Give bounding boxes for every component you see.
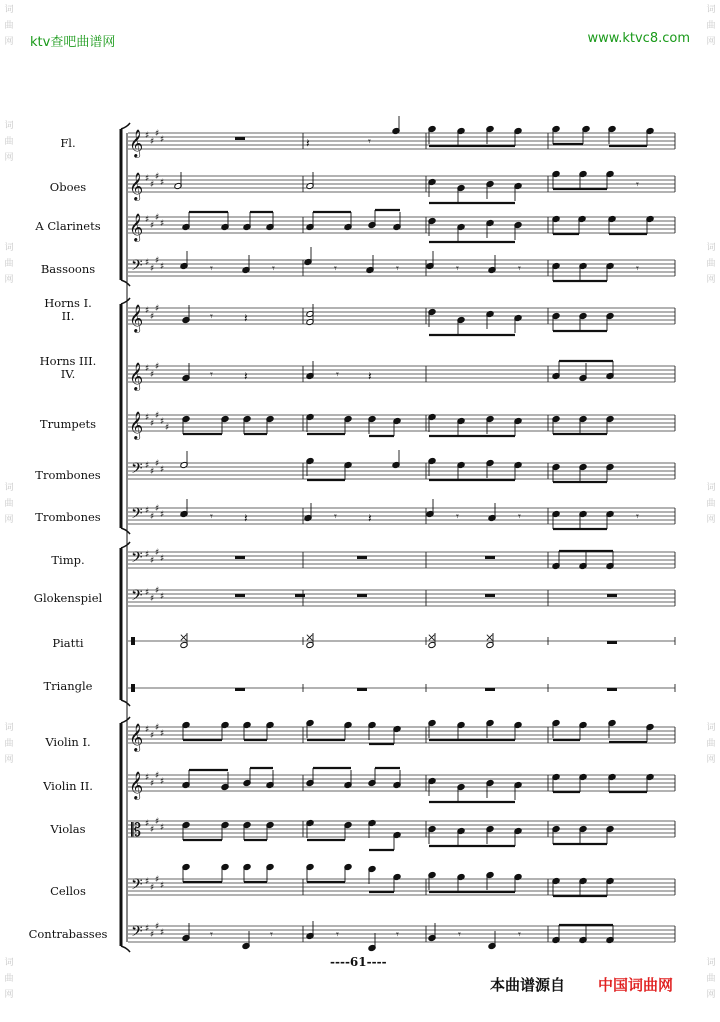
instrument-name-line: Trumpets bbox=[39, 416, 97, 431]
sharp-sign: ♯ bbox=[160, 592, 165, 602]
eighth-rest: 𝄾 bbox=[210, 262, 213, 275]
instrument-name-line: IV. bbox=[60, 367, 76, 381]
treble-clef: 𝄞 bbox=[129, 723, 144, 751]
sharp-sign: ♯ bbox=[165, 423, 170, 433]
watermark-left: 词 曲 网 bbox=[4, 243, 14, 285]
watermark-left: 词 曲 网 bbox=[4, 723, 14, 765]
sharp-sign: ♯ bbox=[145, 725, 150, 735]
whole-rest bbox=[235, 556, 245, 559]
sharp-sign: ♯ bbox=[160, 178, 165, 188]
eighth-rest: 𝄾 bbox=[636, 262, 639, 275]
sharp-sign: ♯ bbox=[160, 554, 165, 564]
instrument-name-line: A Clarinets bbox=[35, 218, 101, 233]
whole-rest bbox=[235, 594, 245, 597]
watermark-left: 词 曲 网 bbox=[4, 5, 14, 47]
sharp-sign: ♯ bbox=[155, 922, 160, 932]
quarter-rest: 𝄽 bbox=[244, 311, 248, 325]
sharp-sign: ♯ bbox=[145, 819, 150, 829]
watermark-right: 词 曲 网 bbox=[706, 483, 716, 525]
treble-clef: 𝄞 bbox=[129, 172, 144, 200]
whole-rest bbox=[607, 594, 617, 597]
sharp-sign: ♯ bbox=[160, 135, 165, 145]
watermark-right: 词 曲 网 bbox=[706, 5, 716, 47]
site-header-right: www.ktvc8.com bbox=[587, 31, 690, 46]
sharp-sign: ♯ bbox=[160, 510, 165, 520]
sharp-sign: ♯ bbox=[150, 825, 155, 835]
instrument-name-line: Violin I. bbox=[45, 734, 91, 749]
whole-rest bbox=[485, 688, 495, 691]
instrument-name-line: Contrabasses bbox=[28, 926, 108, 941]
bracket-hook bbox=[121, 946, 130, 952]
sharp-sign: ♯ bbox=[160, 262, 165, 272]
instrument-name-line: Horns III. bbox=[39, 354, 97, 368]
instrument-name-line: Violas bbox=[50, 821, 86, 836]
sharp-sign: ♯ bbox=[155, 304, 160, 314]
quarter-rest: 𝄽 bbox=[368, 369, 372, 383]
sharp-sign: ♯ bbox=[155, 723, 160, 733]
sharp-sign: ♯ bbox=[150, 264, 155, 274]
eighth-rest: 𝄾 bbox=[210, 368, 213, 381]
sharp-sign: ♯ bbox=[145, 131, 150, 141]
watermark-left: 词 曲 网 bbox=[4, 483, 14, 525]
sharp-sign: ♯ bbox=[160, 881, 165, 891]
bass-clef: 𝄢 bbox=[131, 923, 143, 944]
watermark-left: 词 曲 网 bbox=[4, 121, 14, 163]
sharp-sign: ♯ bbox=[155, 213, 160, 223]
sharp-sign: ♯ bbox=[150, 512, 155, 522]
sharp-sign: ♯ bbox=[155, 129, 160, 139]
whole-rest bbox=[357, 556, 367, 559]
instrument-name-line: Piatti bbox=[52, 635, 84, 650]
bracket-hook bbox=[121, 528, 130, 534]
sharp-sign: ♯ bbox=[160, 219, 165, 229]
eighth-rest: 𝄾 bbox=[334, 510, 337, 523]
sharp-sign: ♯ bbox=[160, 465, 165, 475]
sharp-sign: ♯ bbox=[160, 928, 165, 938]
site-header-left: ktv查吧曲谱网 bbox=[30, 35, 116, 50]
instrument-name-line: II. bbox=[61, 309, 75, 323]
sharp-sign: ♯ bbox=[155, 875, 160, 885]
sharp-sign: ♯ bbox=[150, 137, 155, 147]
sharp-sign: ♯ bbox=[145, 924, 150, 934]
eighth-rest: 𝄾 bbox=[270, 928, 273, 941]
footer-source-label: 本曲谱源自 bbox=[490, 976, 566, 994]
eighth-rest: 𝄾 bbox=[272, 262, 275, 275]
sharp-sign: ♯ bbox=[155, 771, 160, 781]
whole-rest bbox=[485, 594, 495, 597]
sharp-sign: ♯ bbox=[145, 306, 150, 316]
eighth-rest: 𝄾 bbox=[636, 510, 639, 523]
sharp-sign: ♯ bbox=[155, 504, 160, 514]
page-number: ----61---- bbox=[330, 955, 387, 969]
cymbal-mark: × bbox=[427, 631, 437, 644]
sharp-sign: ♯ bbox=[155, 459, 160, 469]
sharp-sign: ♯ bbox=[150, 594, 155, 604]
instrument-name-line: Timp. bbox=[51, 552, 85, 567]
sharp-sign: ♯ bbox=[145, 588, 150, 598]
eighth-rest: 𝄾 bbox=[396, 262, 399, 275]
eighth-rest: 𝄾 bbox=[336, 368, 339, 381]
sharp-sign: ♯ bbox=[155, 817, 160, 827]
sharp-sign: ♯ bbox=[160, 777, 165, 787]
quarter-rest: 𝄽 bbox=[368, 511, 372, 525]
eighth-rest: 𝄾 bbox=[368, 135, 371, 148]
treble-clef: 𝄞 bbox=[129, 411, 144, 439]
instrument-name-line: Horns I. bbox=[44, 296, 92, 310]
sharp-sign: ♯ bbox=[145, 877, 150, 887]
sharp-sign: ♯ bbox=[150, 312, 155, 322]
sharp-sign: ♯ bbox=[145, 364, 150, 374]
cymbal-mark: × bbox=[179, 631, 189, 644]
treble-clef: 𝄞 bbox=[129, 129, 144, 157]
instrument-name-line: Triangle bbox=[43, 678, 93, 693]
eighth-rest: 𝄾 bbox=[456, 510, 459, 523]
eighth-rest: 𝄾 bbox=[210, 510, 213, 523]
treble-clef: 𝄞 bbox=[129, 304, 144, 332]
sharp-sign: ♯ bbox=[145, 461, 150, 471]
sharp-sign: ♯ bbox=[150, 779, 155, 789]
sharp-sign: ♯ bbox=[155, 548, 160, 558]
percussion-clef bbox=[131, 637, 135, 645]
eighth-rest: 𝄾 bbox=[458, 928, 461, 941]
sharp-sign: ♯ bbox=[155, 411, 160, 421]
eighth-rest: 𝄾 bbox=[518, 510, 521, 523]
sharp-sign: ♯ bbox=[160, 417, 165, 427]
sharp-sign: ♯ bbox=[160, 823, 165, 833]
sharp-sign: ♯ bbox=[150, 370, 155, 380]
eighth-rest: 𝄾 bbox=[636, 178, 639, 191]
cymbal-mark: × bbox=[305, 631, 315, 644]
eighth-rest: 𝄾 bbox=[334, 262, 337, 275]
bass-clef: 𝄢 bbox=[131, 460, 143, 481]
sharp-sign: ♯ bbox=[150, 419, 155, 429]
sharp-sign: ♯ bbox=[155, 586, 160, 596]
sharp-sign: ♯ bbox=[150, 467, 155, 477]
sharp-sign: ♯ bbox=[145, 215, 150, 225]
percussion-clef bbox=[131, 684, 135, 692]
sharp-sign: ♯ bbox=[150, 180, 155, 190]
watermark-left: 词 曲 网 bbox=[4, 958, 14, 1000]
instrument-name-line: Oboes bbox=[49, 179, 87, 194]
whole-rest bbox=[607, 641, 617, 644]
bass-clef: 𝄢 bbox=[131, 549, 143, 570]
instrument-name-line: Trombones bbox=[35, 509, 101, 524]
instrument-name-line: Bassoons bbox=[40, 261, 96, 276]
whole-rest bbox=[295, 594, 305, 597]
bass-clef: 𝄢 bbox=[131, 876, 143, 897]
watermark-right: 词 曲 网 bbox=[706, 243, 716, 285]
treble-clef: 𝄞 bbox=[129, 362, 144, 390]
instrument-name-line: Glokenspiel bbox=[33, 590, 103, 605]
watermark-right: 词 曲 网 bbox=[706, 958, 716, 1000]
sharp-sign: ♯ bbox=[145, 174, 150, 184]
eighth-rest: 𝄾 bbox=[518, 262, 521, 275]
bass-clef: 𝄢 bbox=[131, 505, 143, 526]
alto-clef: 𝄡 bbox=[131, 820, 142, 841]
watermark-right: 词 曲 网 bbox=[706, 723, 716, 765]
eighth-rest: 𝄾 bbox=[336, 928, 339, 941]
eighth-rest: 𝄾 bbox=[210, 928, 213, 941]
sharp-sign: ♯ bbox=[150, 930, 155, 940]
sharp-sign: ♯ bbox=[150, 556, 155, 566]
sharp-sign: ♯ bbox=[145, 773, 150, 783]
instrument-name-line: Trombones bbox=[35, 467, 101, 482]
bracket-hook bbox=[121, 700, 130, 706]
bass-clef: 𝄢 bbox=[131, 257, 143, 278]
eighth-rest: 𝄾 bbox=[456, 262, 459, 275]
sharp-sign: ♯ bbox=[145, 258, 150, 268]
cymbal-mark: × bbox=[485, 631, 495, 644]
sharp-sign: ♯ bbox=[150, 221, 155, 231]
footer-site-name: 中国词曲网 bbox=[598, 976, 674, 994]
sharp-sign: ♯ bbox=[155, 256, 160, 266]
sharp-sign: ♯ bbox=[150, 883, 155, 893]
instrument-name-line: Violin II. bbox=[43, 778, 93, 793]
bracket-hook bbox=[121, 280, 130, 286]
instrument-name-line: Fl. bbox=[60, 135, 76, 150]
sharp-sign: ♯ bbox=[145, 413, 150, 423]
quarter-rest: 𝄽 bbox=[244, 511, 248, 525]
whole-rest bbox=[357, 688, 367, 691]
whole-rest bbox=[235, 137, 245, 140]
sharp-sign: ♯ bbox=[155, 362, 160, 372]
whole-rest bbox=[357, 594, 367, 597]
eighth-rest: 𝄾 bbox=[210, 310, 213, 323]
whole-rest bbox=[607, 688, 617, 691]
treble-clef: 𝄞 bbox=[129, 771, 144, 799]
instrument-name-line: Cellos bbox=[50, 883, 86, 898]
eighth-rest: 𝄾 bbox=[396, 928, 399, 941]
sharp-sign: ♯ bbox=[155, 172, 160, 182]
bass-clef: 𝄢 bbox=[131, 587, 143, 608]
sharp-sign: ♯ bbox=[150, 731, 155, 741]
quarter-rest: 𝄽 bbox=[306, 136, 310, 150]
eighth-rest: 𝄾 bbox=[518, 928, 521, 941]
quarter-rest: 𝄽 bbox=[244, 369, 248, 383]
sharp-sign: ♯ bbox=[145, 550, 150, 560]
treble-clef: 𝄞 bbox=[129, 213, 144, 241]
sharp-sign: ♯ bbox=[160, 729, 165, 739]
bracket-hook bbox=[121, 542, 130, 548]
whole-rest bbox=[235, 688, 245, 691]
whole-rest bbox=[485, 556, 495, 559]
sharp-sign: ♯ bbox=[145, 506, 150, 516]
